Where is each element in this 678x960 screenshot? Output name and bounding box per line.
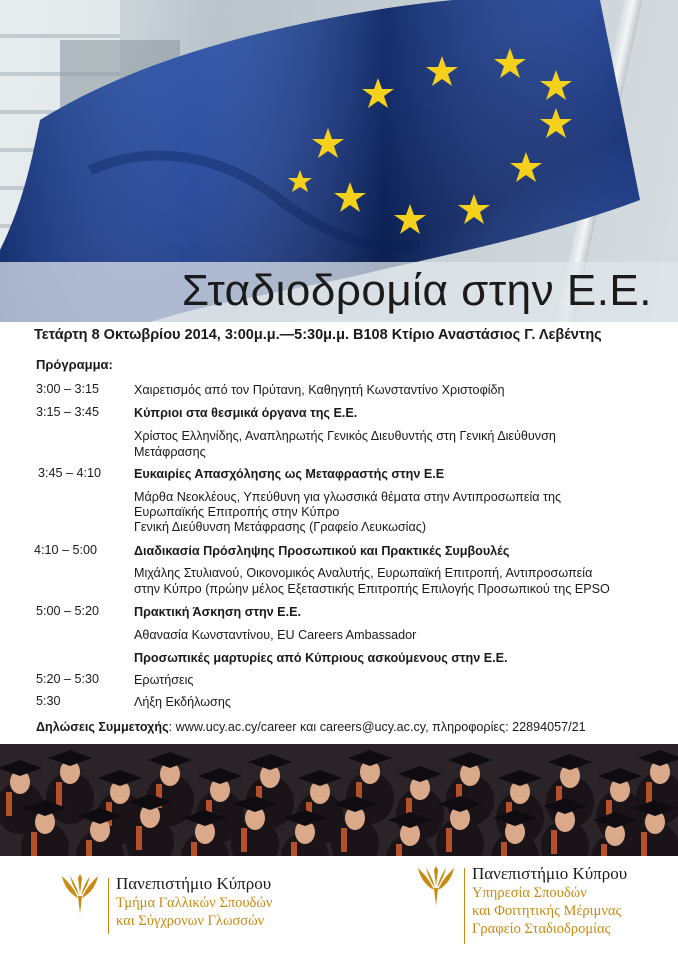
program-time: 4:10 – 5:00 — [34, 543, 98, 557]
graduate-sash — [56, 782, 62, 806]
graduate-sash — [551, 830, 557, 854]
program-time: 3:45 – 4:10 — [38, 466, 102, 480]
graduate-sash — [641, 832, 647, 856]
graduate-sash — [241, 828, 247, 852]
program-title: Πρακτική Άσκηση στην Ε.Ε. — [134, 605, 301, 619]
logo-university-name: Πανεπιστήμιο Κύπρου — [116, 874, 272, 893]
page-title: Σταδιοδρομία στην Ε.Ε. — [181, 266, 652, 315]
graduates-photo — [0, 744, 678, 856]
program-speaker-line: στην Κύπρο (πρώην μέλος Εξεταστικής Επιτροπής Επιλογής Προσωπικού της EPSO — [134, 582, 610, 596]
graduate-sash — [501, 842, 507, 856]
logo-department-line: Τμήμα Γαλλικών Σπουδών — [116, 895, 273, 911]
program-speaker-line: Ευρωπαϊκής Επιτροπής στην Κύπρο — [134, 505, 340, 519]
graduate-sash — [86, 840, 92, 856]
program-speaker-line: Γενική Διεύθυνση Μετάφρασης (Γραφείο Λευκωσίας) — [134, 520, 427, 534]
program-time: 5:00 – 5:20 — [36, 604, 100, 618]
program-title: Χαιρετισμός από τον Πρύτανη, Καθηγητή Κωνσταντίνο Χριστοφίδη — [134, 383, 505, 397]
logo-service-line: και Φοιτητικής Μέριμνας — [472, 903, 622, 919]
graduate-sash — [136, 826, 142, 850]
program-speaker-line: Μάρθα Νεοκλέους, Υπεύθυνη για γλωσσικά θέματα στην Αντιπροσωπεία της — [134, 490, 562, 504]
logo-service-line: Υπηρεσία Σπουδών — [472, 885, 587, 901]
university-tree-logo-icon — [58, 874, 102, 916]
registration-info — [36, 720, 586, 734]
program-title: Ερωτήσεις — [134, 673, 194, 687]
logo-department-line: και Σύγχρονων Γλωσσών — [116, 913, 265, 929]
logo-divider — [108, 878, 109, 934]
program-speaker-line: Χρίστος Ελληνίδης, Αναπληρωτής Γενικός Διευθυντής στη Γενική Διεύθυνση — [134, 429, 556, 443]
graduate-sash — [31, 832, 37, 856]
program-title: Κύπριοι στα θεσμικά όργανα της Ε.Ε. — [134, 406, 358, 420]
program-heading: Πρόγραμμα: — [36, 357, 113, 372]
program-speaker-line: Μιχάλης Στυλιανού, Οικονομικός Αναλυτής, Ευρωπαϊκή Επιτροπή, Αντιπροσωπεία — [134, 566, 593, 580]
program-time: 5:30 — [36, 694, 61, 708]
logo-service-line: Γραφείο Σταδιοδρομίας — [472, 921, 611, 937]
logo-divider — [464, 868, 465, 944]
graduate-sash — [396, 844, 402, 856]
logo-university-name: Πανεπιστήμιο Κύπρου — [472, 864, 628, 883]
program-speaker-line: Μετάφρασης — [134, 445, 206, 459]
graduates-illustration — [0, 744, 678, 856]
program-title: Λήξη Εκδήλωσης — [134, 695, 231, 709]
registration-text: : www.ucy.ac.cy/career και careers@ucy.ac.cy, πληροφορίες: 22894057/21 — [168, 720, 586, 734]
graduate-sash — [446, 828, 452, 852]
program-title: Προσωπικές μαρτυρίες από Κύπριους ασκούμενους στην Ε.Ε. — [134, 651, 508, 665]
program-title: Ευκαιρίες Απασχόλησης ως Μεταφραστής στην Ε.Ε — [134, 467, 445, 481]
program-time: 3:15 – 3:45 — [36, 405, 100, 419]
program-time: 5:20 – 5:30 — [36, 672, 100, 686]
graduate-sash — [341, 828, 347, 852]
program-time: 3:00 – 3:15 — [36, 382, 100, 396]
graduate-sash — [601, 844, 607, 856]
graduate-sash — [191, 842, 197, 856]
program-title: Διαδικασία Πρόσληψης Προσωπικού και Πρακτικές Συμβουλές — [134, 544, 510, 558]
graduate-sash — [291, 842, 297, 856]
university-tree-logo-icon — [414, 866, 458, 908]
graduate-sash — [6, 792, 12, 816]
program-speaker-line: Αθανασία Κωνσταντίνου, EU Careers Ambassador — [134, 628, 417, 642]
event-date-location: Τετάρτη 8 Οκτωβρίου 2014, 3:00μ.μ.—5:30μ.μ. Β108 Κτίριο Αναστάσιος Γ. Λεβέντης — [34, 327, 602, 343]
registration-label: Δηλώσεις Συμμετοχής — [36, 720, 169, 734]
